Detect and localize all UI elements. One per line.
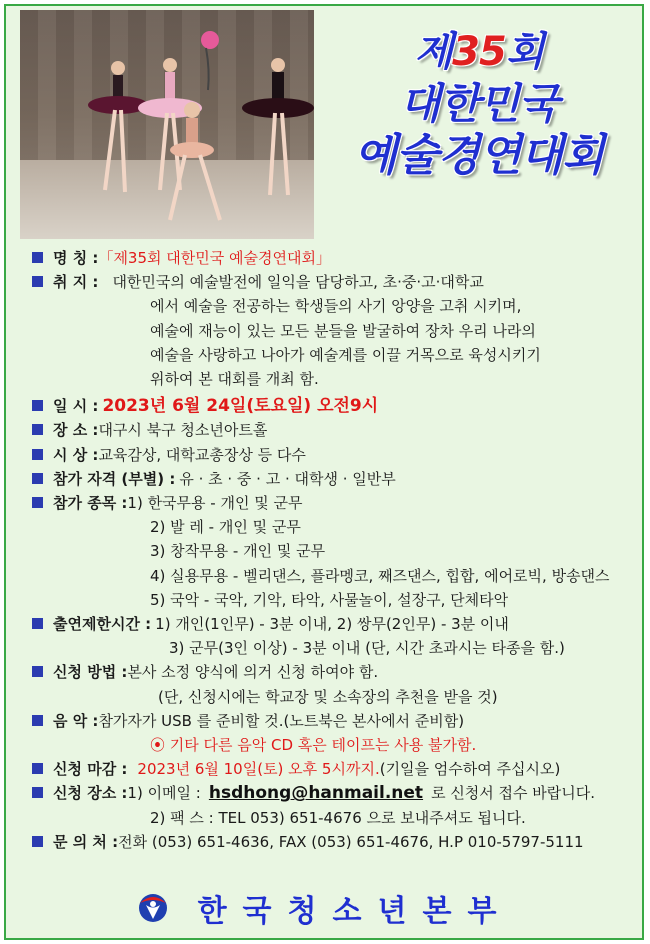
- item-music: 음 악 : 참가자가 USB 를 준비할 것.(노트북은 본사에서 준비함): [32, 709, 632, 733]
- item-deadline: 신청 마감 : 2023년 6월 10일(토) 오후 5시까지. (기일을 엄수하여 주십시오): [32, 757, 632, 781]
- email-link[interactable]: hsdhong@hanmail.net: [208, 783, 424, 804]
- category-line: 2) 발 레 - 개인 및 군무: [150, 518, 301, 537]
- ballet-photo: [20, 10, 314, 239]
- organization-logo-icon: [136, 893, 170, 923]
- bullet-square-icon: [32, 497, 43, 508]
- bullet-square-icon: [32, 276, 43, 287]
- item-award: 시 상 : 교육감상, 대학교총장상 등 다수: [32, 443, 632, 467]
- bullet-square-icon: [32, 666, 43, 677]
- title-line-3: 예술경연대회: [354, 130, 604, 181]
- item-timelimit: 출연제한시간 : 1) 개인(1인무) - 3분 이내, 2) 쌍무(2인무) - 3분 이내: [32, 612, 632, 636]
- category-line: 4) 실용무용 - 벨리댄스, 플라멩코, 째즈댄스, 힙합, 에어로빅, 방송댄스: [150, 566, 610, 585]
- purpose-line: 위하여 본 대회를 개최 함.: [150, 370, 319, 389]
- title-line-1: 제35회: [414, 29, 544, 75]
- bullet-square-icon: [32, 787, 43, 798]
- bullet-square-icon: [32, 473, 43, 484]
- item-name: 명 칭 : 「제35회 대한민국 예술경연대회」: [32, 246, 632, 270]
- item-method: 신청 방법 : 본사 소정 양식에 의거 신청 하여야 함.: [32, 660, 632, 684]
- ballerinas-illustration: [20, 10, 314, 239]
- item-purpose: 취 지 : 대한민국의 예술발전에 일익을 담당하고, 초·중·고·대학교: [32, 270, 632, 294]
- category-line: 3) 창작무용 - 개인 및 군무: [150, 542, 326, 561]
- item-date: 일 시 : 2023년 6월 24일(토요일) 오전9시: [32, 394, 632, 418]
- poster: [4, 4, 644, 940]
- category-line: 5) 국악 - 국악, 기악, 타악, 사물놀이, 설장구, 단체타악: [150, 590, 509, 609]
- bullet-square-icon: [32, 715, 43, 726]
- bullet-square-icon: [32, 400, 43, 411]
- poster-title: [318, 26, 640, 182]
- purpose-line: 예술을 사랑하고 나아가 예술계를 이끌 거목으로 육성시키기: [150, 345, 541, 364]
- footer: [6, 886, 642, 930]
- place-line: 2) 팩 스 : TEL 053) 651-4676 으로 보내주셔도 됩니다.: [150, 808, 526, 827]
- item-contact: 문 의 처 : 전화 (053) 651-4636, FAX (053) 651-4676, H.P 010-5797-5111: [32, 830, 632, 854]
- bullet-square-icon: [32, 836, 43, 847]
- purpose-line: 에서 예술을 전공하는 학생들의 사기 앙양을 고취 시키며,: [150, 297, 522, 316]
- organization-name: 한국청소년본부: [197, 894, 513, 929]
- bullet-square-icon: [32, 424, 43, 435]
- purpose-line: 예술에 재능이 있는 모든 분들을 발굴하여 장차 우리 나라의: [150, 321, 536, 340]
- title-line-2: 대한민국: [399, 79, 559, 128]
- item-place: 신청 장소 : 1) 이메일 : hsdhong@hanmail.net 로 신청서 접수 바랍니다.: [32, 781, 632, 805]
- music-warning: ⦿ 기타 다른 음악 CD 혹은 테이프는 사용 불가함.: [150, 736, 477, 755]
- bullet-square-icon: [32, 252, 43, 263]
- bullet-square-icon: [32, 449, 43, 460]
- item-categories: 참가 종목 : 1) 한국무용 - 개인 및 군무: [32, 491, 632, 515]
- bullet-square-icon: [32, 618, 43, 629]
- event-details: [32, 246, 632, 854]
- item-venue: 장 소 : 대구시 북구 청소년아트홀: [32, 418, 632, 442]
- item-eligibility: 참가 자격 (부별) : 유 · 초 · 중 · 고 · 대학생 · 일반부: [32, 467, 632, 491]
- method-line: (단, 신청시에는 학교장 및 소속장의 추천을 받을 것): [158, 687, 498, 706]
- timelimit-line: 3) 군무(3인 이상) - 3분 이내 (단, 시간 초과시는 타종을 함.): [169, 639, 565, 658]
- bullet-square-icon: [32, 763, 43, 774]
